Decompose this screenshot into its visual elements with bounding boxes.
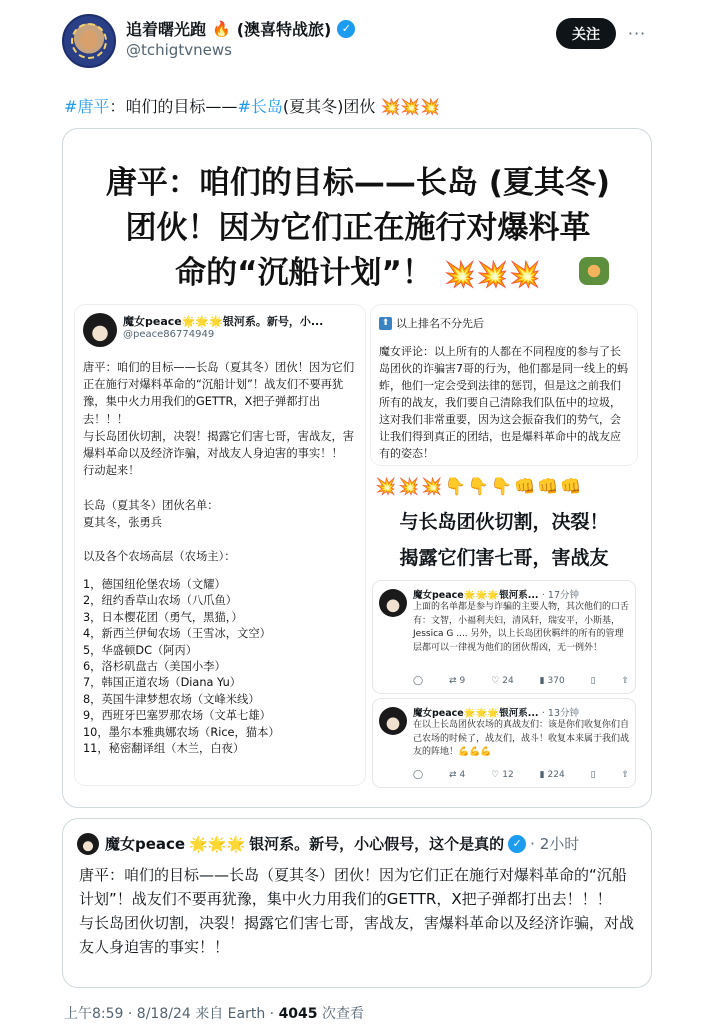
list-item: 9，西班牙巴塞罗那农场（文革七雄） [83, 709, 271, 723]
list-item: 3，日本樱花团（勇气，黑猫，） [83, 610, 243, 624]
author-handle[interactable]: @tchigtvnews [126, 41, 232, 59]
quoted-author-suffix: 银河系。新号，小心假号，这个是真的 [249, 835, 505, 853]
comment-note [371, 305, 637, 465]
list-item: 8，英国牛津梦想农场（文峰米线） [83, 692, 260, 706]
hashtag-tangping[interactable]: #唐平 [64, 97, 110, 116]
hashtag-changdao[interactable]: #长岛 [237, 97, 283, 116]
views-count: 224 [547, 770, 565, 780]
retweet-count: 9 [459, 676, 466, 686]
reply-icon: ◯ [413, 770, 424, 780]
share-icon: ⇧ [621, 676, 629, 686]
follow-button[interactable]: 关注 [556, 18, 616, 49]
reply-card [373, 699, 635, 787]
author-avatar[interactable] [62, 14, 116, 68]
post-timestamp[interactable]: 上午8:59 · 8/18/24 来自 Earth · [64, 1006, 279, 1022]
author-name-suffix[interactable]: (澳喜特战旅) [236, 20, 332, 39]
reply-author-name: 魔女peace🌟🌟🌟银河系... [413, 590, 539, 601]
embedded-author-name: 魔女peace🌟🌟🌟银河系。新号，小... [123, 315, 324, 328]
note-body: 魔女评论：以上所有的人都在不同程度的参与了长岛团伙的诈骗害7哥的行为，他们都是同一线上的蚂蚱，他们一定会受到法律的惩罚，但是这之前我们所有的战友，我们要自己清除我们队伍中的垃圾，这对我们非常重要，因为这会振奋我们的势气，会让我们得到真正的团结，也是爆料革命中的战友应有的姿态！ [379, 345, 628, 460]
verified-badge-icon: ✓ [508, 835, 526, 853]
like-count: 12 [502, 770, 514, 780]
arrow-up-icon: ⬆ [379, 317, 392, 330]
image-title-line3-text: 命的“沉船计划”！ [175, 255, 433, 291]
quoted-author-avatar [77, 833, 99, 855]
note-header [379, 315, 484, 331]
image-title-line2: 团伙！因为它们正在施行对爆料革 [125, 210, 591, 246]
farm-list [83, 577, 359, 757]
avatar-face [80, 30, 98, 50]
reply-text: 在以上长岛团伙农场的真战友们：该是你们收复你们自己农场的时候了，战友们，战斗！收复本来属于我们战友的阵地！💪💪💪 [413, 720, 630, 757]
reply-avatar [379, 589, 407, 617]
embedded-avatar [83, 313, 117, 347]
more-options-icon[interactable]: ··· [627, 23, 647, 43]
embedded-author-handle: @peace86774949 [123, 329, 215, 340]
post-header [62, 14, 652, 70]
like-icon: ♡ 24 [491, 676, 514, 686]
views-count: 370 [547, 676, 565, 686]
like-icon: ♡ 12 [491, 770, 514, 780]
reply-time: · 17分钟 [541, 590, 579, 601]
reply-icon: ◯ [413, 676, 424, 686]
views-icon: ▮ 370 [539, 676, 565, 686]
list-item: 10，墨尔本雅典娜农场（Rice，猫本） [83, 725, 280, 739]
post-text [64, 94, 440, 117]
like-count: 24 [502, 676, 514, 686]
reply-author [413, 587, 579, 601]
explosion-emoji: 💥💥💥 [380, 97, 441, 116]
author-name[interactable]: 追着曙光跑 [126, 20, 207, 39]
explosion-emoji: 💥💥💥 [443, 260, 541, 290]
bookmark-icon: ▯ [590, 676, 596, 686]
bookmark-icon: ▯ [590, 770, 596, 780]
post-text-part2: (夏其冬)团伙 [282, 97, 376, 116]
views-icon: ▮ 224 [539, 770, 565, 780]
retweet-count: 4 [459, 770, 466, 780]
reply-author-name: 魔女peace🌟🌟🌟银河系... [413, 708, 539, 719]
verified-badge-icon: ✓ [337, 20, 355, 38]
list-item: 2，纽约香草山农场（八爪鱼） [83, 594, 238, 608]
reply-avatar [379, 707, 407, 735]
list-item: 6，洛杉矶盘古（美国小李） [83, 660, 226, 674]
image-title-line1: 唐平：咱们的目标——长岛 (夏其冬) [105, 165, 611, 201]
quoted-time: · 2小时 [530, 835, 580, 853]
slogan-line2: 揭露它们害七哥，害战友 [399, 547, 609, 569]
reply-text: 上面的名单都是参与诈骗的主要人物，其次他们的口舌有：文智，小福利夫妇，清风轩，瑞安平，小斯基，Jessica G .... 另外，以上长岛团伙羁绊的所有的管理层都可以一律视为他们的团伙帮凶，无一例外！ [413, 602, 630, 653]
share-icon: ⇧ [621, 770, 629, 780]
image-title-line3 [63, 251, 652, 298]
image-title [63, 161, 652, 298]
slogan-line1: 与长岛团伙切割，决裂！ [399, 511, 609, 533]
quoted-body: 唐平：咱们的目标——长岛（夏其冬）团伙！因为它们正在施行对爆料革命的“沉船计划”！战友们不要再犹豫，集中火力用我们的GETTR，X把子弹都打出去！！！ 与长岛团伙切割，决裂！揭露它们害七哥，害战友，害爆料革命以及经济诈骗，对战友人身迫害的事实！！ [79, 866, 635, 956]
list-item: 5，华盛顿DC（阿丙） [83, 643, 198, 657]
list-item: 11，秘密翻译组（木兰，白夜） [83, 742, 245, 756]
retweet-icon: ⇄ 9 [448, 676, 466, 686]
quoted-tweet[interactable] [62, 818, 652, 988]
reply-author [413, 705, 579, 719]
views-label: 次查看 [317, 1006, 364, 1022]
note-header-text: 以上排名不分先后 [396, 317, 484, 330]
reply-time: · 13分钟 [541, 708, 579, 719]
emoji-row: 💥💥💥👇👇👇👊👊👊 [375, 477, 584, 497]
embedded-tweet-body: 唐平：咱们的目标——长岛（夏其冬）团伙！因为它们正在施行对爆料革命的“沉船计划”！战友们不要再犹豫，集中火力用我们的GETTR，X把子弹都打出去！！！ 与长岛团伙切割，决裂！揭露它们害七哥，害战友，害爆料革命以及经济诈骗，对战友人身迫害的事实！！ 行动起来！ 长岛（夏其冬）团伙名单： 夏其冬，张勇兵 以及各个农场高层（农场主）： [83, 361, 355, 564]
quoted-author-row [105, 833, 579, 854]
embedded-tweet-left [75, 305, 365, 785]
post-image[interactable] [62, 128, 652, 808]
fire-icon: 🔥 [212, 19, 231, 38]
list-item: 7，韩国正道农场（Diana Yu） [83, 676, 242, 690]
list-item: 4，新西兰伊甸农场（王雪冰，文空） [83, 627, 271, 641]
star-emoji: 🌟🌟🌟 [189, 834, 246, 853]
list-item: 1，德国纽伦堡农场（文耀） [83, 578, 226, 591]
flower-sticker-icon [579, 257, 609, 285]
quoted-author-name: 魔女peace [105, 835, 186, 853]
reply-actions [413, 770, 629, 780]
views-count: 4045 [278, 1006, 318, 1022]
author-name-row[interactable] [126, 17, 355, 40]
reply-actions [413, 676, 629, 686]
retweet-icon: ⇄ 4 [448, 770, 466, 780]
post-text-part1: ：咱们的目标—— [109, 97, 238, 116]
post-meta [64, 1003, 364, 1023]
reply-card [373, 581, 635, 693]
